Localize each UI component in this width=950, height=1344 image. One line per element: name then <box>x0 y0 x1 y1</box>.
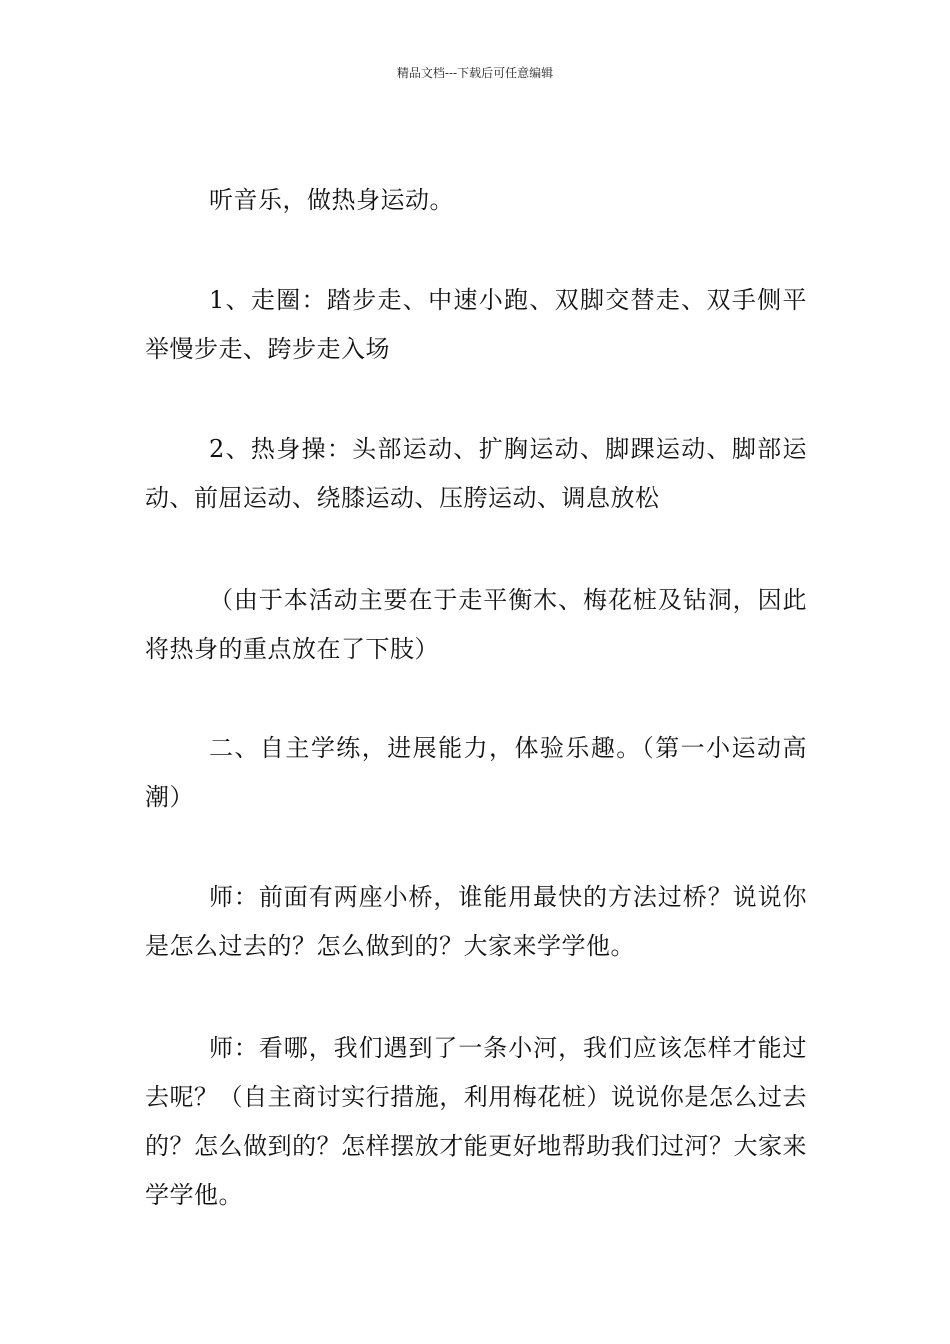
paragraph-teacher-river: 师：看哪，我们遇到了一条小河，我们应该怎样才能过去呢？（自主商讨实行措施，利用梅花桩）说说你是怎么过去的？怎么做到的？怎样摆放才能更好地帮助我们过河？大家来学学他。 <box>145 1034 807 1209</box>
paragraph-warmup-note: （由于本活动主要在于走平衡木、梅花桩及钻洞，因此将热身的重点放在了下肢） <box>145 586 807 663</box>
paragraph-teacher-bridges: 师：前面有两座小桥，谁能用最快的方法过桥？说说你是怎么过去的？怎么做到的？大家来学学他。 <box>145 883 807 960</box>
paragraph-warmup-exercises: 2、热身操：头部运动、扩胸运动、脚踝运动、脚部运动、前屈运动、绕膝运动、压胯运动、调息放松 <box>145 435 807 512</box>
paragraph-section-two-heading: 二、自主学练，进展能力，体验乐趣。（第一小运动高潮） <box>145 734 807 811</box>
paragraph-walking-circle: 1、走圈：踏步走、中速小跑、双脚交替走、双手侧平举慢步走、跨步走入场 <box>145 286 807 363</box>
paragraph-warmup-intro: 听音乐，做热身运动。 <box>209 186 454 214</box>
page-header: 精品文档---下载后可任意编辑 <box>396 66 554 80</box>
